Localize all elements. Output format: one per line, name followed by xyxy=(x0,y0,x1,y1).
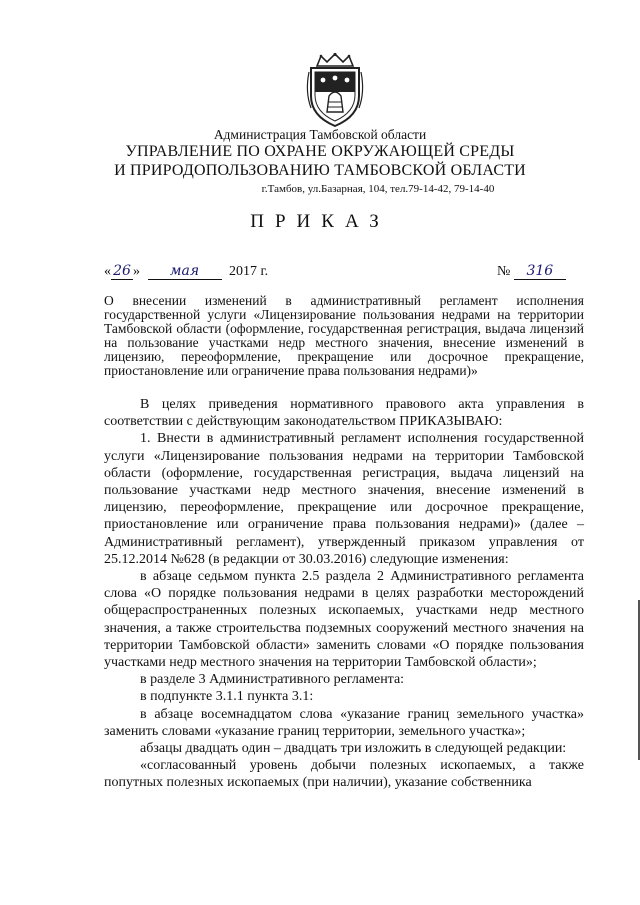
paragraph: «согласованный уровень добычи полезных ископаемых, а также попутных полезных ископаемых (при наличии), указание собственника xyxy=(104,758,584,791)
paragraph: в подпункте 3.1.1 пункта 3.1: xyxy=(140,689,314,705)
paragraph: в абзаце восемнадцатом слова «указание границ земельного участка» заменить словами «указание границ территории, земельного участка»; xyxy=(104,706,584,739)
order-number xyxy=(497,263,566,280)
order-subject: О внесении изменений в административный регламент исполнения государственной услуги «Лицензирование пользования недрами на территории Тамбовской области (оформление, государственная регистрация, выдача лицензий на пользование участками недр местного значения, внесение изменений в лицензию, переоформление, прекращение или досрочное прекращение, приостановление или ограничение права пользования недрами)» xyxy=(104,293,584,378)
date-open-quote: « xyxy=(104,264,111,279)
department-name-line2: И ПРИРОДОПОЛЬЗОВАНИЮ ТАМБОВСКОЙ ОБЛАСТИ xyxy=(114,162,526,179)
organization-name: Администрация Тамбовской области xyxy=(213,127,427,142)
department-name-line1: УПРАВЛЕНИЕ ПО ОХРАНЕ ОКРУЖАЮЩЕЙ СРЕДЫ xyxy=(125,143,515,160)
paragraph: абзацы двадцать один – двадцать три изложить в следующей редакции: xyxy=(140,741,567,757)
number-value: 316 xyxy=(514,263,566,280)
paragraph: в разделе 3 Административного регламента: xyxy=(140,672,405,688)
date-day: 26 xyxy=(111,263,133,280)
date-month: мая xyxy=(148,263,222,280)
paragraph: В целях приведения нормативного правового акта управления в соответствии с действующим законодательством ПРИКАЗЫВАЮ: xyxy=(104,397,584,430)
paragraph: в абзаце седьмом пункта 2.5 раздела 2 Административного регламента слова «О порядке пользования недрами в целях разработки месторождений общераспространенных полезных ископаемых, участками недр местного значения, а также строительства подземных сооружений местного значения на территории Тамбовской области» заменить словами «О порядке пользования участками недр местного значения на территории Тамбовской области»; xyxy=(104,569,584,671)
department-address: г.Тамбов, ул.Базарная, 104, тел.79-14-42, 79-14-40 xyxy=(261,183,495,195)
order-date xyxy=(104,263,268,280)
number-prefix: № xyxy=(497,264,511,279)
document-title: ПРИКАЗ xyxy=(250,211,390,232)
tambov-coat-of-arms-icon xyxy=(303,52,367,128)
paragraph: 1. Внести в административный регламент исполнения государственной услуги «Лицензирование пользования недрами на территории Тамбовской области (оформление, государственная регистрация, выдача лицензий на пользование участками недр местного значения, внесение изменений в лицензию, переоформление, прекращение или досрочное прекращение, приостановление или ограничение права пользования недрами)» (далее – Административный регламент), утвержденный приказом управления от 25.12.2014 №628 (в редакции от 30.03.2016) следующие изменения: xyxy=(104,431,584,567)
date-close-quote: » xyxy=(133,264,140,279)
date-year: 2017 г. xyxy=(229,264,269,279)
order-body xyxy=(104,396,584,792)
